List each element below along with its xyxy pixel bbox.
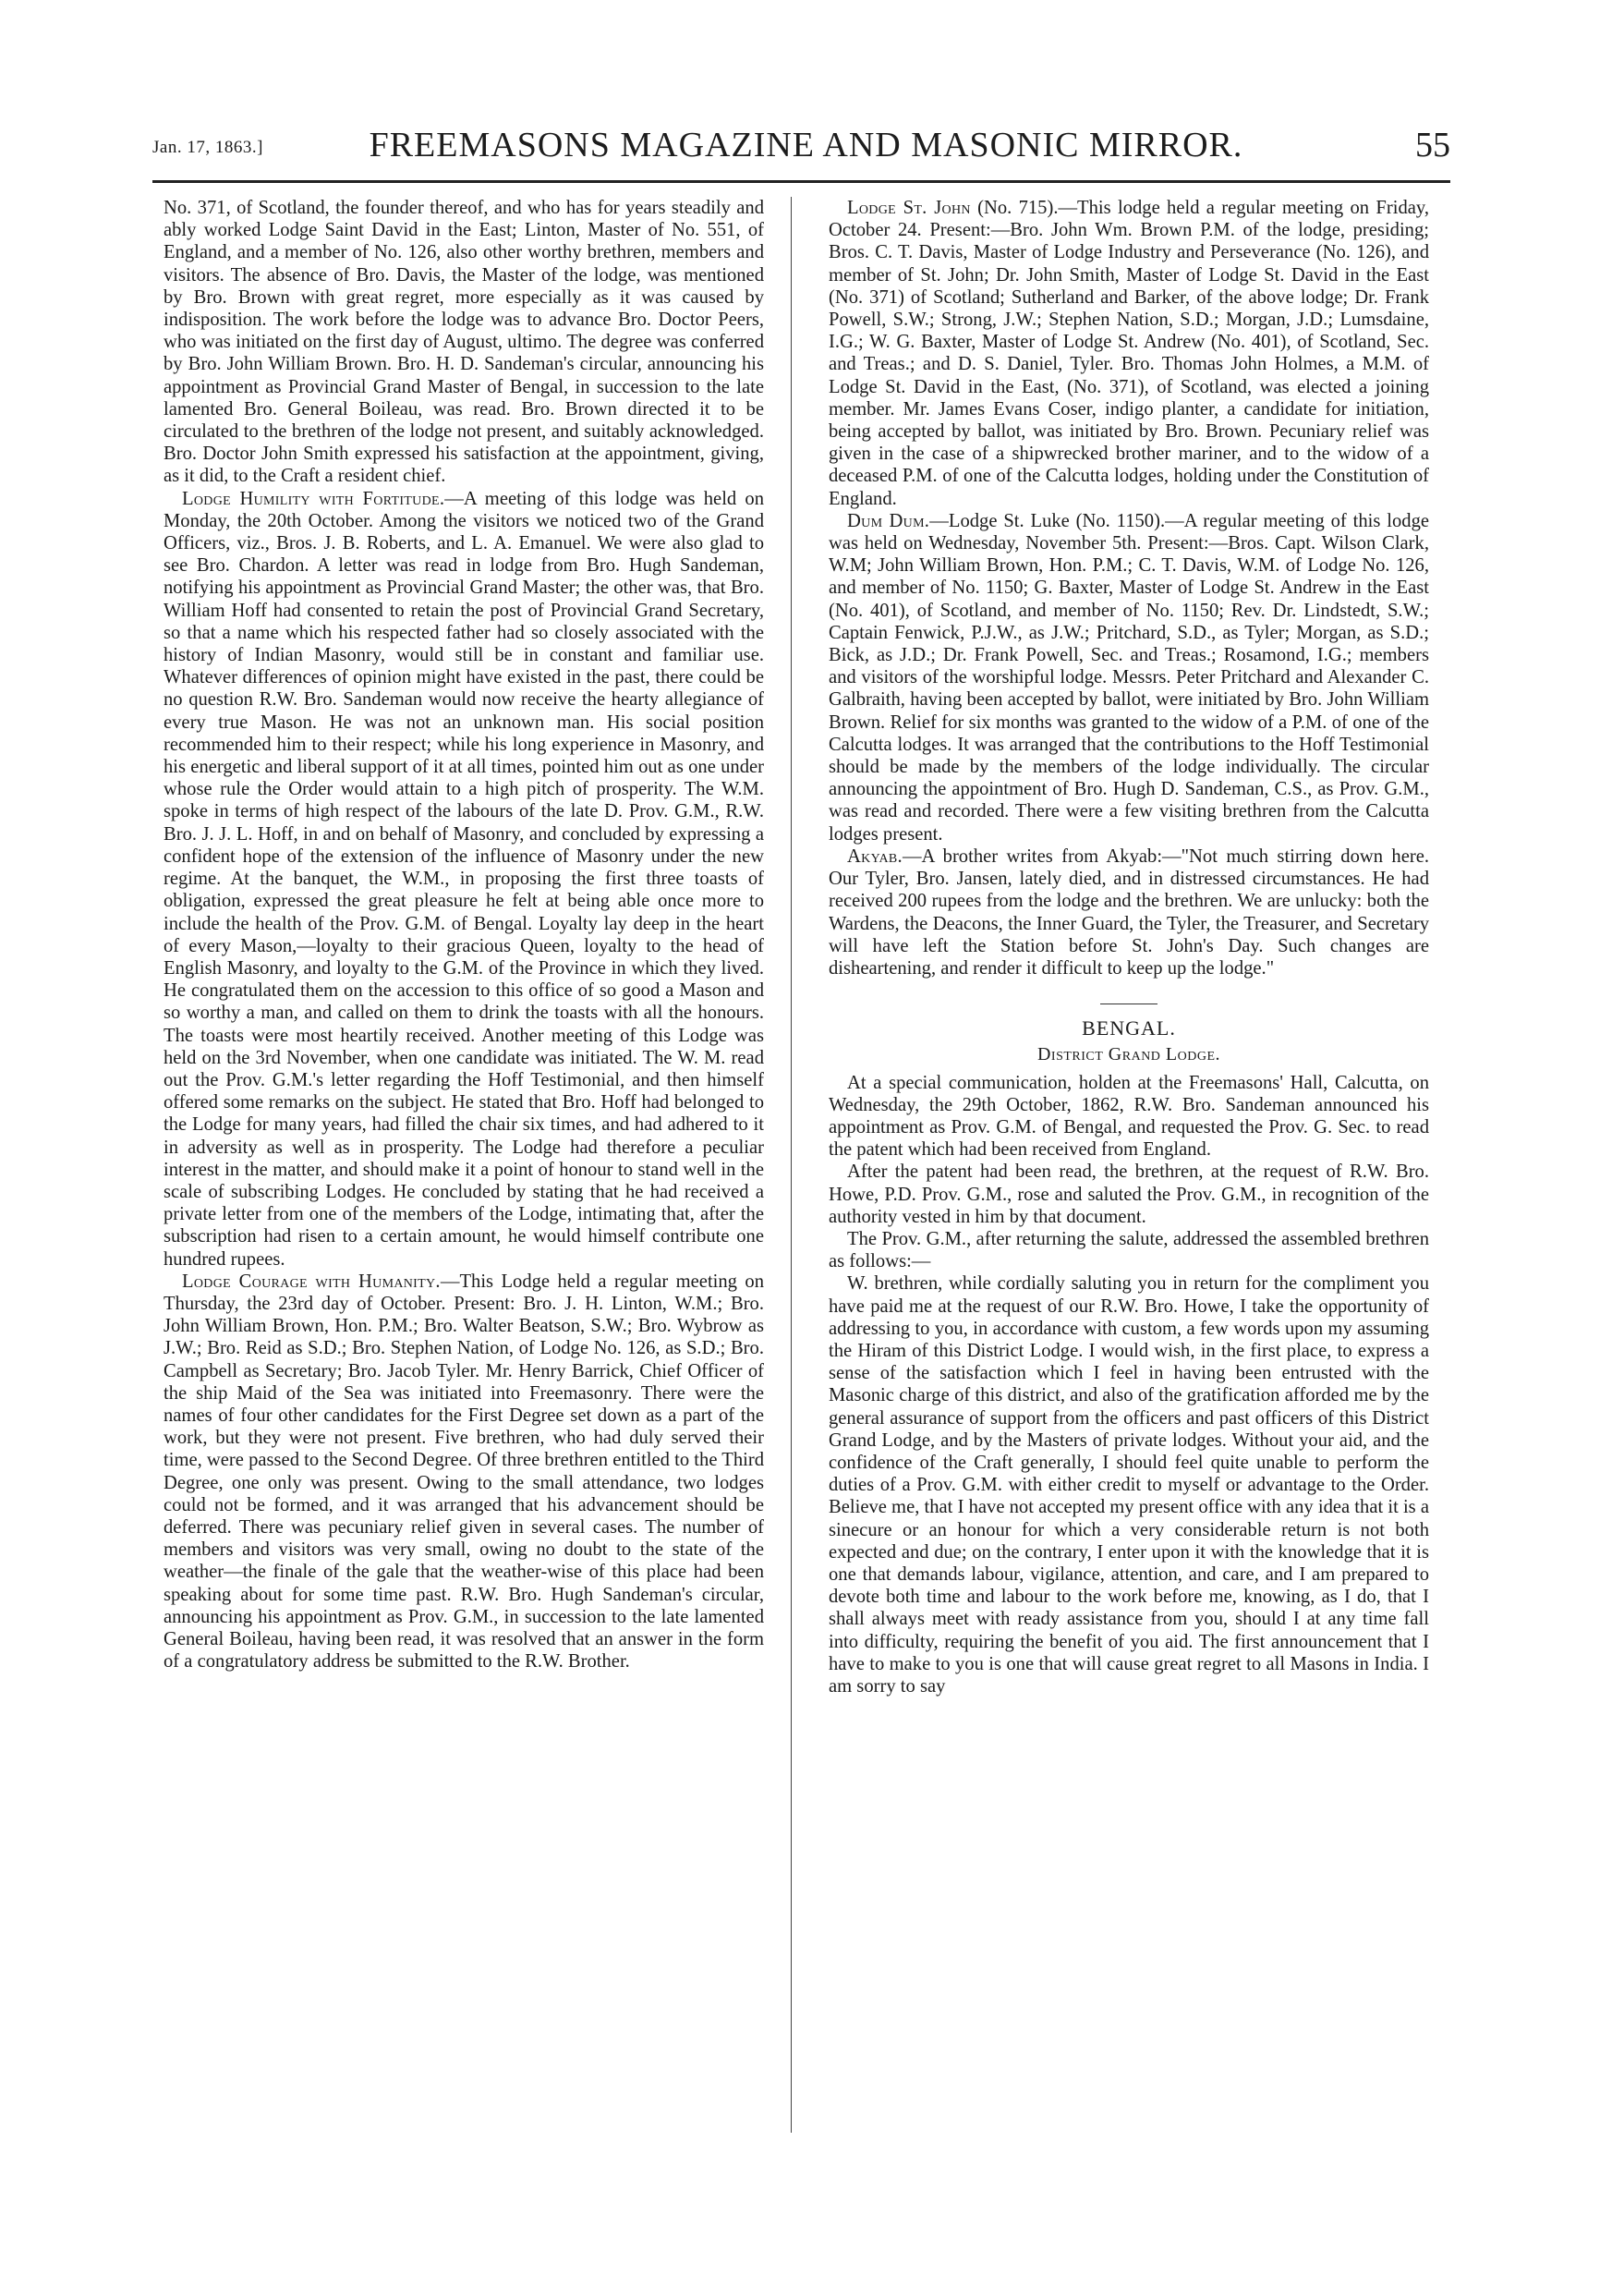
lodge-heading: Dum Dum. bbox=[847, 510, 930, 531]
issue-date: Jan. 17, 1863.] bbox=[152, 138, 263, 157]
paragraph-text: —A meeting of this lodge was held on Monday, the 20th October. Among the visitors we noticed two of the Grand Officers, viz., Bros. J. B. Roberts, and L. A. Emanuel. We were also glad to see Bro. Chardon. A letter was read in lodge from Bro. Hugh Sandeman, notifying his appointment as Provincial Grand Master; the other was, that Bro. William Hoff had consented to retain the post of Provincial Grand Secretary, so that a name which his respected father had so closely associated with the history of Indian Masonry, would still be in constant and familiar use. Whatever differences of opinion might have existed in the past, there could be no question R.W. Bro. Sandeman would now receive the hearty allegiance of every true Mason. He was not an unknown man. His social position recommended him to their respect; while his long experience in Masonry, and his energetic and liberal support of it at all times, pointed him out as one under whose rule the Order would attain to a high pitch of prosperity. The W.M. spoke in terms of high respect of the labours of the late D. Prov. G.M., R.W. Bro. J. J. L. Hoff, in and on behalf of Masonry, and concluded by expressing a confident hope of the extension of the influence of Masonry under the new regime. At the banquet, the W.M., in proposing the first three toasts of obligation, expressed the great pleasure he felt at being able once more to include the health of the Prov. G.M. of Bengal. Loyalty lay deep in the heart of every Mason,—loyalty to their gracious Queen, loyalty to the head of English Masonry, and loyalty to the G.M. of the Province in which they lived. He congratulated them on the accession to this office of so good a Mason and so worthy a man, and called on them to drink the toasts with all the honours. The toasts were most heartily received. Another meeting of this Lodge was held on the 3rd November, when one candidate was initiated. The W. M. read out the Prov. G.M.'s letter regarding the Hoff Testimonial, and then himself offered some remarks on the subject. He stated that Bro. Hoff had belonged to the Lodge for many years, had filled the chair six times, and had adhered to it in adversity as well as in prosperity. The Lodge had therefore a peculiar interest in the matter, and should make it a point of honour to stand well in the scale of subscribing Lodges. He concluded by stating that he had received a private letter from one of the members of the Lodge, intimating that, after the subscription had risen to a certain amount, he would himself contribute one hundred rupees. bbox=[164, 488, 764, 1270]
section-subtitle: District Grand Lodge. bbox=[1036, 1044, 1221, 1065]
page-header bbox=[152, 125, 1450, 171]
paragraph-lodge-st-john bbox=[829, 197, 1429, 510]
paragraph-text: —A brother writes from Akyab:—"Not much stirring down here. Our Tyler, Bro. Jansen, lately died, and in distressed circumstances. He had received 200 rupees from the lodge and the brethren. We are unlucky: both the Wardens, the Deacons, the Inner Guard, the Tyler, the Treasurer, and Secretary will have left the Station before St. John's Day. Such changes are disheartening, and render it difficult to keep up the lodge." bbox=[829, 845, 1429, 979]
paragraph-lodge-st-david-cont: No. 371, of Scotland, the founder thereof, and who has for years steadily and ably worked Lodge Saint David in the East; Linton, Master of No. 551, of England, and a member of No. 126, also other worthy brethren, members and visitors. The absence of Bro. Davis, the Master of the lodge, was mentioned by Bro. Brown with great regret, more especially as it was caused by indisposition. The work before the lodge was to advance Bro. Doctor Peers, who was initiated on the first day of August, ultimo. The degree was conferred by Bro. John William Brown. Bro. H. D. Sandeman's circular, announcing his appointment as Provincial Grand Master of Bengal, in succession to the late lamented Bro. General Boileau, was read. Bro. Brown directed it to be circulated to the brethren of the lodge not present, and suitably acknowledged. Bro. Doctor John Smith expressed his satisfaction at the appointment, giving, as it did, to the Craft a resident chief. bbox=[164, 198, 764, 487]
header-rule bbox=[152, 180, 1450, 183]
paragraph-akyab bbox=[829, 845, 1429, 979]
paragraph-lodge-humility bbox=[164, 488, 764, 1271]
paragraph-text: (No. 715).—This lodge held a regular meeting on Friday, October 24. Present:—Bro. John Wm. Brown P.M. of the lodge, presiding; Bros. C. T. Davis, Master of Lodge Industry and Perseverance (No. 126), and member of St. John; Dr. John Smith, Master of Lodge St. David in the East (No. 371) of Scotland; Sutherland and Barker, of the above lodge; Dr. Frank Powell, S.W.; Strong, J.W.; Stephen Nation, S.D.; Morgan, J.D.; Lumsdaine, I.G.; W. G. Baxter, Master of Lodge St. Andrew (No. 401), of Scotland, Sec. and Treas.; and D. S. Daniel, Tyler. Bro. Thomas John Holmes, a M.M. of Lodge St. David in the East, (No. 371), of Scotland, was elected a joining member. Mr. James Evans Coser, indigo planter, a candidate for initiation, being accepted by ballot, was initiated by Bro. Brown. Pecuniary relief was given in the case of a shipwrecked brother mariner, and to the widow of a deceased P.M. of one of the Calcutta lodges, holding under the Constitution of England. bbox=[829, 198, 1429, 509]
lodge-heading: Lodge Courage with Humanity. bbox=[182, 1271, 441, 1292]
right-column bbox=[829, 197, 1429, 1697]
lodge-heading: Lodge Humility with Fortitude. bbox=[182, 488, 445, 509]
paragraph-text: —Lodge St. Luke (No. 1150).—A regular meeting of this lodge was held on Wednesday, November 5th. Present:—Bros. Capt. Wilson Clark, W.M; John William Brown, Hon. P.M.; C. T. Davis, W.M. of Lodge No. 126, and member of No. 1150; G. Baxter, Master of Lodge St. Andrew in the East (No. 401), of Scotland, and member of No. 1150; Rev. Dr. Lindstedt, S.W.; Captain Fenwick, P.J.W., as J.W.; Pritchard, S.D., as Tyler; Morgan, as S.D.; Bick, as J.D.; Dr. Frank Powell, Sec. and Treas.; Rosamond, I.G.; members and visitors of the worshipful lodge. Messrs. Peter Pritchard and Alexander C. Galbraith, having been accepted by ballot, were initiated by Bro. John William Brown. Relief for six months was granted to the widow of a P.M. of one of the Calcutta lodges. It was arranged that the contributions to the Hoff Testimonial should be made by the members of the lodge individually. The circular announcing the appointment of Bro. Hugh D. Sandeman, C.S., as Prov. G.M., was read and recorded. There were a few visiting brethren from the Calcutta lodges present. bbox=[829, 510, 1430, 845]
paragraph-text: —This Lodge held a regular meeting on Thursday, the 23rd day of October. Present: Bro. J. H. Linton, W.M.; Bro. John William Brown, Hon. P.M.; Bro. Walter Beatson, S.W.; Bro. Wybrow as J.W.; Bro. Reid as S.D.; Bro. Stephen Nation, of Lodge No. 126, as S.D.; Bro. Campbell as Secretary; Bro. Jacob Tyler. Mr. Henry Barrick, Chief Officer of the ship Maid of the Sea was initiated into Freemasonry. There were the names of four other candidates for the First Degree set down as a part of the work, but they were not present. Five brethren, who had duly served their time, were passed to the Second Degree. Of three brethren entitled to the Third Degree, one only was present. Owing to the small attendance, two lodges could not be formed, and it was arranged that his advancement should be deferred. There was pecuniary relief given in several cases. The number of members and visitors was very small, owing no doubt to the state of the weather—the finale of the gale that the weather-wise of this place had been speaking about for some time past. R.W. Bro. Hugh Sandeman's circular, announcing his appointment as Prov. G.M., in succession to the late lamented General Boileau, having been read, it was resolved that an answer in the form of a congratulatory address be submitted to the R.W. Brother. bbox=[164, 1271, 764, 1673]
magazine-page bbox=[152, 125, 1450, 2195]
paragraph-dum-dum bbox=[829, 510, 1429, 845]
paragraph-patent-read: After the patent had been read, the brethren, at the request of R.W. Bro. Howe, P.D. Prov. G.M., rose and saluted the Prov. G.M., in recognition of the authority vested in him by that document. bbox=[829, 1162, 1429, 1227]
page-number: 55 bbox=[1415, 126, 1450, 164]
paragraph-special-communication: At a special communication, holden at the Freemasons' Hall, Calcutta, on Wednesday, the 29th October, 1862, R.W. Bro. Sandeman announced his appointment as Prov. G.M. of Bengal, and requested the Prov. G. Sec. to read the patent which had been received from England. bbox=[829, 1072, 1429, 1161]
left-column bbox=[164, 197, 764, 1673]
paragraph-salute: The Prov. G.M., after returning the salute, addressed the assembled brethren as follows:— bbox=[829, 1228, 1429, 1272]
section-title: BENGAL. bbox=[1082, 1016, 1176, 1040]
column-divider bbox=[791, 197, 792, 2133]
lodge-heading: Akyab. bbox=[847, 845, 903, 867]
publication-title: FREEMASONS MAGAZINE AND MASONIC MIRROR. bbox=[369, 126, 1243, 164]
paragraph-lodge-courage bbox=[164, 1271, 764, 1673]
paragraph-address: W. brethren, while cordially saluting you in return for the compliment you have paid me at the request of our R.W. Bro. Howe, I take the opportunity of addressing to you, in accordance with custom, a few words upon my assuming the Hiram of this District Lodge. I would wish, in the first place, to express a sense of the satisfaction which I feel in having been entrusted with the Masonic charge of this district, and also of the gratification afforded me by the general assurance of support from the officers and past officers of this District Grand Lodge, and by the Masters of private lodges. Without your aid, and the confidence of the Craft generally, I should feel quite unable to perform the duties of a Prov. G.M. with either credit to myself or advantage to the Order. Believe me, that I have not accepted my present office with any idea that it is a sinecure or an honour for which a very considerable return is not both expected and due; on the contrary, I enter upon it with the knowledge that it is one that demands labour, vigilance, attention, and care, and I am prepared to devote both time and labour to the work before me, knowing, as I do, that I shall always meet with ready assistance from you, should I at any time fall into difficulty, requiring the benefit of you aid. The first announcement that I have to make to you is one that will cause great regret to all Masons in India. I am sorry to say bbox=[829, 1273, 1429, 1697]
lodge-heading: Lodge St. John bbox=[847, 198, 971, 218]
